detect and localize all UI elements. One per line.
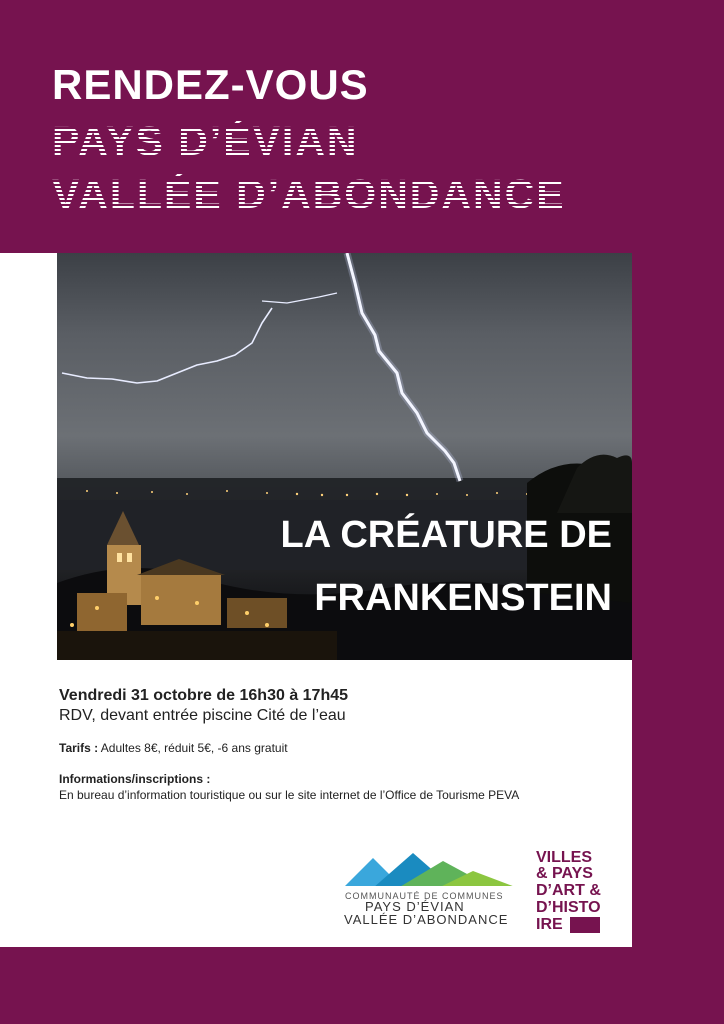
pricing-label: Tarifs : [59, 741, 99, 755]
cc-small-label: COMMUNAUTÉ DE COMMUNES [345, 891, 504, 901]
header-pays-evian: PAYS D’ÉVIAN [52, 118, 359, 164]
header-rendez-vous: RENDEZ-VOUS [52, 61, 369, 108]
vpah-line2: & PAYS [536, 865, 593, 882]
vpah-block [570, 917, 600, 933]
storm-photo [57, 253, 632, 660]
header-vallee-abondance: VALLÉE D’ABONDANCE [52, 171, 566, 217]
event-date: Vendredi 31 octobre de 16h30 à 17h45 [59, 687, 349, 704]
info-heading: Informations/inscriptions : [59, 772, 211, 786]
vpah-logo [534, 847, 600, 934]
pricing-value: Adultes 8€, réduit 5€, -6 ans gratuit [98, 741, 288, 755]
vpah-line1: VILLES [536, 849, 593, 866]
meeting-point: RDV, devant entrée piscine Cité de l’eau [59, 707, 346, 724]
vpah-line3: D’ART & [536, 882, 601, 899]
cc-logo-line2: VALLÉE D’ABONDANCE [344, 912, 509, 927]
pricing [59, 741, 288, 755]
event-title-line2: FRANKENSTEIN [314, 577, 612, 619]
info-text: En bureau d’information touristique ou sur le site internet de l’Office de Tourisme PEVA [59, 788, 520, 802]
vpah-line4: D’HISTO [536, 899, 601, 916]
vpah-line5: IRE [536, 916, 563, 933]
event-title-line1: LA CRÉATURE DE [280, 514, 612, 556]
cc-logo-line1: PAYS D’ÉVIAN [365, 899, 465, 914]
